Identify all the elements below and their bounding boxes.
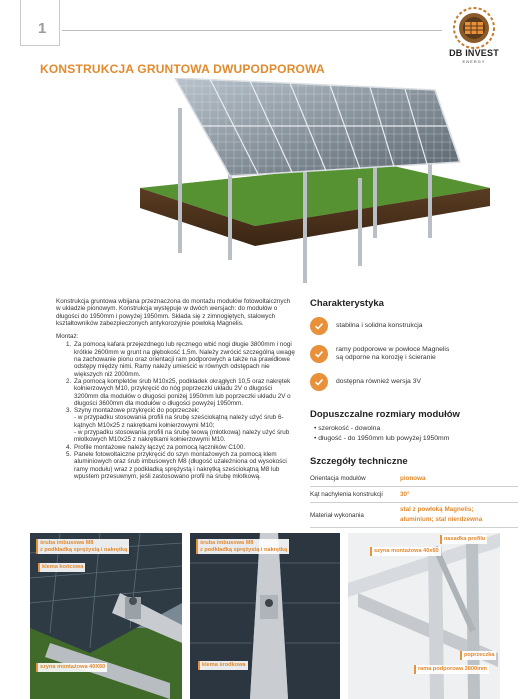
size-item: • długość - do 1950mm lub powyżej 1950mm: [314, 435, 450, 442]
tech-row: Orientacja modułów pionowa: [310, 471, 518, 487]
check-icon: [310, 345, 328, 363]
photo-end-clamp: [30, 533, 182, 699]
size-item: • szerokość - dowolna: [314, 425, 381, 432]
callout-bolt: śruba imbusowa M8 z podkładką sprężystą i nakrętką: [36, 539, 129, 554]
description-block: [56, 298, 296, 480]
end-clamp-photo: [30, 533, 182, 699]
logo-subtext: ENERGY: [462, 59, 486, 64]
feature-item: ramy podporowe w powłoce Magnelis są odporne na korozję i ścieranie: [310, 343, 520, 365]
feature-item: stabilna i solidna konstrukcja: [310, 315, 520, 337]
callout-rail: szyna montażowa 40x60: [370, 547, 441, 556]
mid-clamp-photo: [190, 533, 340, 699]
solar-structure-illustration: [130, 78, 500, 294]
assembly-steps: [66, 341, 296, 480]
characteristics-heading: Charakterystyka: [310, 298, 384, 309]
top-divider: [62, 30, 442, 31]
photo-mid-clamp: [190, 533, 340, 699]
check-icon: [310, 373, 328, 391]
frame-photo: [348, 533, 500, 699]
assembly-step: 2. Za pomocą kompletów śrub M10x25, podkładek okrągłych 10,5 oraz nakrętek kołnierzowych M10, przykręcić do nóg poprzeczki układu 2V o długości 3200mm dla modułów o długości poniżej 1950mm lub poprzeczki układu 2V o długości 3600mm dla modułów o długości powyżej 1950mm.: [66, 377, 291, 407]
photo-frame: [348, 533, 500, 699]
callout-mid-clamp: klema środkowa: [198, 661, 248, 670]
assembly-heading: Montaż:: [56, 333, 79, 341]
tech-row: Kąt nachylenia konstrukcji 30°: [310, 487, 518, 503]
intro-paragraph: Konstrukcja gruntowa wbijana przeznaczona do montażu modułów fotowoltaicznych w układzie pionowym. Konstrukcja występuje w dwóch wersjach: do modułów o długości do 1950mm i powyżej 1950mm. Składa się z zimnogiętych, stalowych kształtowników zabezpieczonych antykorozyjnie powłoką Magnelis.: [56, 298, 291, 327]
assembly-step: 1. Za pomocą kafara przejezdnego lub ręcznego wbić nogi długie 3800mm i nogi krótkie 2600mm w grunt na głębokość 1,5m. Należy zwrócić szczególną uwagę na zachowanie pionu oraz orientacji ram podporowych a także na prawidłowe odstępy między nimi. Ramy należy umieścić w równych odstępach nie większych niż 2000mm.: [66, 341, 295, 378]
sizes-heading: Dopuszczalne rozmiary modułów: [310, 409, 460, 420]
sizes-list: [310, 424, 520, 444]
logo-wordmark: DB INVEST: [449, 48, 499, 58]
callout-rail: szyna montażowa 40X60: [36, 663, 107, 672]
tech-heading: Szczegóły techniczne: [310, 456, 408, 467]
callout-bolt: śruba imbusowa M8 z podkładką sprężystą i nakrętką: [196, 539, 289, 554]
tech-row: Materiał wykonania stal z powłoką Magnelis; aluminium; stal nierdzewna: [310, 503, 518, 528]
tech-table: [310, 471, 518, 528]
page-title: KONSTRUKCJA GRUNTOWA DWUPODPOROWA: [40, 62, 325, 76]
callout-support-frame: rama podporowa 3800mm: [414, 665, 489, 674]
assembly-step: 5. Panele fotowoltaiczne przykręcić do szyn montażowych za pomocą klem aluminiowych oraz śrub imbusowych M8 (długość uzależniona od wysokości ramy modułu) wraz z podkładką sprężystą i nakrętką sześciokątną M8 lub wpustem przesuwnym, jeśli zastosowano profil na śrubę młotkową.: [66, 450, 287, 480]
feature-item: dostępna również wersja 3V: [310, 371, 520, 393]
specs-column: [310, 298, 520, 528]
callout-end-clamp: klema końcowa: [38, 563, 85, 572]
page-number: 1: [38, 20, 47, 37]
assembly-step: 3. Szyny montażowe przykręcić do poprzeczek: - w przypadku stosowania profili na śrubę sześciokątną należy użyć śrub 6-kątnych M10x25 z nakrętkami kołnierzowymi M10; - w przypadku stosowania profili na śrubę teową (młotkową) należy użyć śrub młotkowych M10x25 z nakrętkami kołnierzowymi M10.: [66, 407, 290, 444]
callout-crossbar: poprzeczka: [460, 651, 496, 660]
assembly-step: 4. Profile montażowe należy łączyć za pomocą łączników C100.: [66, 443, 246, 451]
callout-profile-cap: nasadka profilu: [440, 535, 487, 544]
check-icon: [310, 317, 328, 335]
